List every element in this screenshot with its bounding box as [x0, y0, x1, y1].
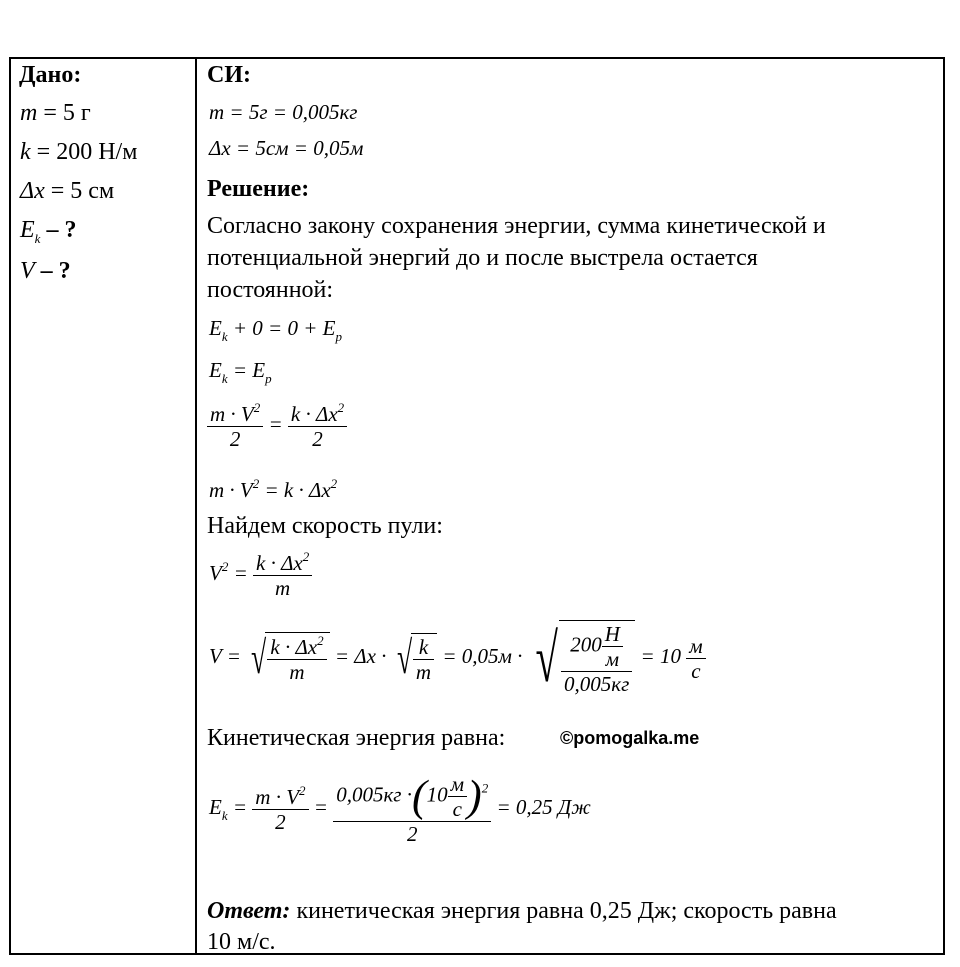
equation-ek-equals-ep: $E_k = E_p$	[209, 358, 272, 386]
given-m-symbol: m	[20, 100, 38, 126]
column-divider	[195, 57, 197, 955]
si-heading: СИ:	[207, 62, 251, 88]
solution-text-1: Согласно закону сохранения энергии, сумма кинетической и	[207, 213, 826, 239]
si-line1: m = 5г = 0,005кг	[209, 100, 358, 124]
equation-kinetic-energy: $E_k$ = $\frac{m \cdot V^2}{2}$ = 0,005кг ·(10 $\frac{м}{с}$ )$^2$ 2 = 0,25 Дж	[209, 771, 591, 847]
given-ek-question: – ?	[46, 217, 77, 243]
solution-heading: Решение:	[207, 176, 310, 202]
given-ek	[20, 217, 76, 247]
equation-velocity: V = √ $\frac{k \cdot \Delta x^2}{m}$ = Δx · √ $\frac{k}{m}$ = 0,05м · √ 200 $\frac{Н}{м}$ 0,005кг = 10 $\frac{м}{с}$	[209, 620, 706, 696]
given-k-value: = 200 Н/м	[36, 139, 138, 165]
given-k-symbol: k	[20, 139, 31, 165]
given-heading: Дано:	[19, 62, 82, 88]
equation-v-squared: $V^2$ = $\frac{k \cdot \Delta x^2}{m}$	[209, 550, 312, 600]
given-ek-symbol: E	[20, 217, 35, 243]
solution-text-5: Кинетическая энергия равна:	[207, 725, 506, 751]
answer-label: Ответ:	[207, 898, 291, 924]
watermark: ©pomogalka.me	[560, 728, 700, 748]
solution-text-4: Найдем скорость пули:	[207, 513, 443, 539]
given-dx-value: = 5 см	[50, 178, 115, 204]
answer-text-1: кинетическая энергия равна 0,25 Дж; скорость равна	[290, 898, 837, 924]
equation-energy-conservation: $E_k + 0 = 0 + E_p$	[209, 316, 342, 344]
given-v	[20, 258, 71, 285]
given-v-question: – ?	[40, 258, 71, 284]
si-line2: Δx = 5см = 0,05м	[209, 136, 364, 160]
given-dx-symbol: Δx	[20, 178, 45, 204]
equation-energy-fractions: $\frac{m \cdot V^2}{2}$ = $\frac{k \cdot \Delta x^2}{2}$	[207, 401, 347, 451]
solution-text-3: постоянной:	[207, 277, 334, 303]
given-v-symbol: V	[20, 258, 35, 284]
given-m	[20, 100, 91, 127]
equation-mv2-kdx2: $m \cdot V^2 = k \cdot \Delta x^2$	[209, 476, 338, 502]
answer-text-2: 10 м/с.	[207, 929, 276, 955]
given-k	[20, 139, 137, 166]
given-ek-sub: k	[34, 231, 41, 246]
answer-line-1	[207, 898, 837, 925]
given-m-value: = 5 г	[43, 100, 91, 126]
given-dx	[20, 178, 114, 205]
solution-text-2: потенциальной энергий до и после выстрела остается	[207, 245, 758, 271]
